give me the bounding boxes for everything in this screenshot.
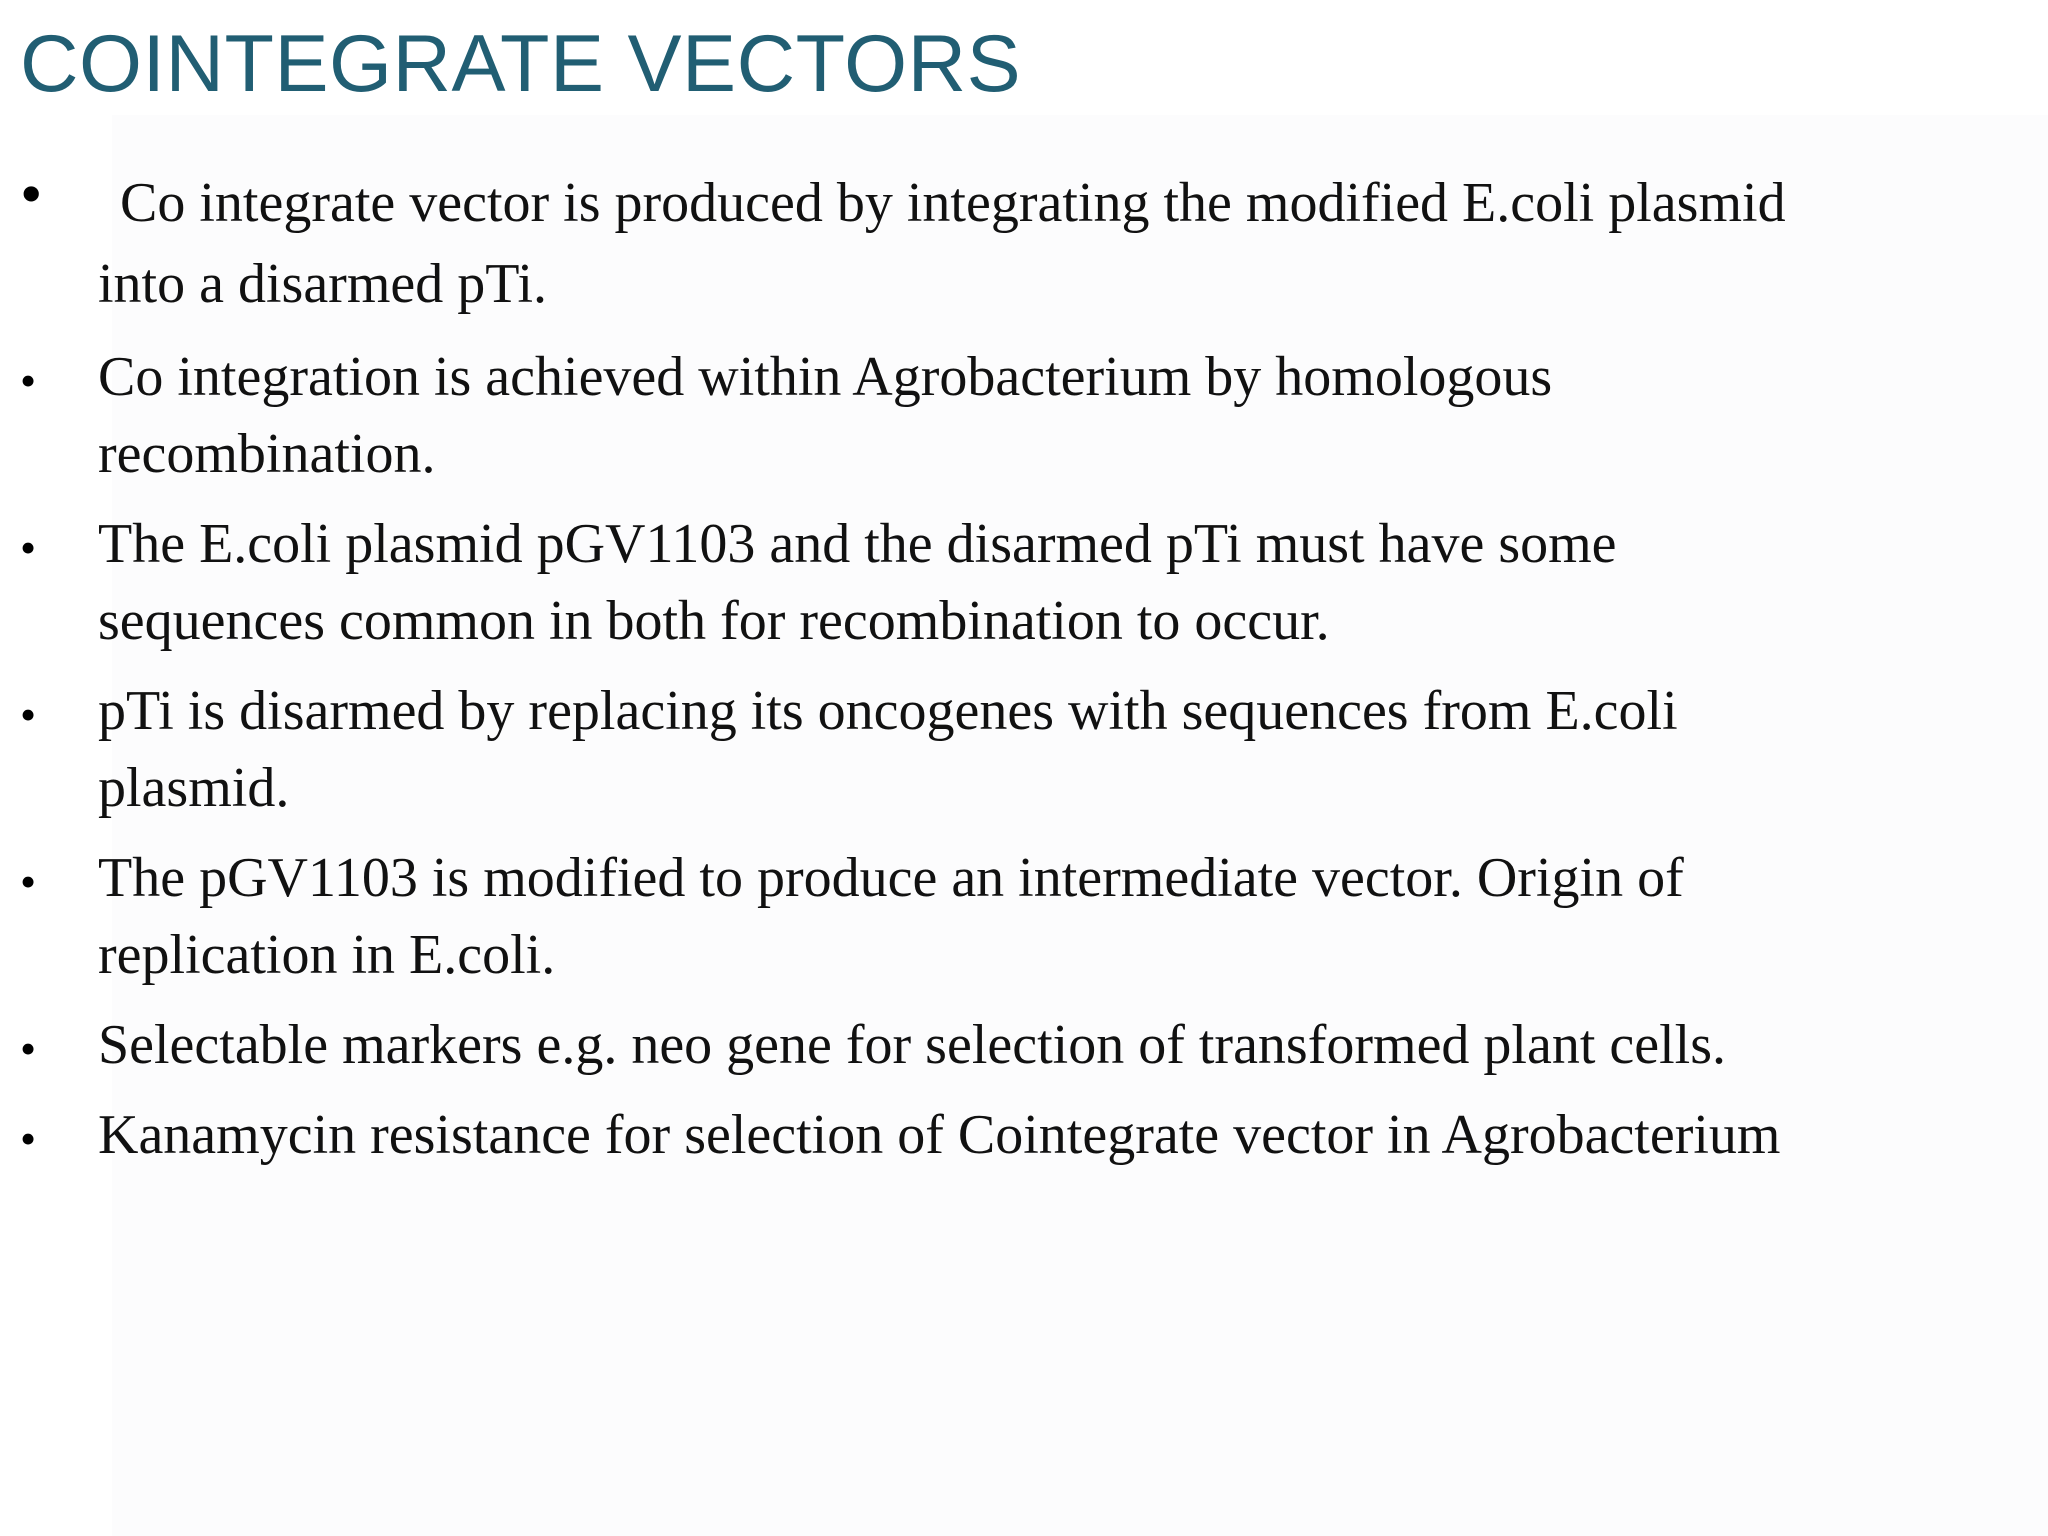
bullet-line: Co integrate vector is produced by integrating the modified E.coli plasmid (120, 172, 1786, 234)
bullet-dot: • (20, 1023, 37, 1074)
bullet-line: The pGV1103 is modified to produce an intermediate vector. Origin of (98, 847, 1684, 909)
bullet-text (98, 1007, 2038, 1084)
bullet-text (98, 673, 2038, 827)
bullet-line: recombination. (98, 423, 436, 485)
bullet-dot: • (20, 158, 43, 229)
bullet-line: into a disarmed pTi. (98, 253, 548, 315)
bullet-dot: • (20, 1113, 37, 1164)
bullet-text (98, 160, 2038, 323)
bullet-dot: • (20, 856, 37, 907)
bullet-text (98, 1097, 2038, 1174)
slide-title: COINTEGRATE VECTORS (20, 19, 1022, 109)
bullet-line: Selectable markers e.g. neo gene for selection of transformed plant cells. (98, 1014, 1727, 1076)
bullet-dot: • (20, 689, 37, 740)
bullet-dot: • (20, 522, 37, 573)
bullet-line: pTi is disarmed by replacing its oncogenes with sequences from E.coli (98, 680, 1678, 742)
bullet-line: Kanamycin resistance for selection of Cointegrate vector in Agrobacterium (98, 1104, 1781, 1166)
bullet-text (98, 840, 2038, 994)
bullet-text (98, 339, 2038, 493)
bullet-line: The E.coli plasmid pGV1103 and the disarmed pTi must have some (98, 513, 1617, 575)
bullet-line: plasmid. (98, 757, 290, 819)
bullet-text (98, 506, 2038, 660)
bullet-line: replication in E.coli. (98, 924, 556, 986)
bullet-line: Co integration is achieved within Agrobacterium by homologous (98, 346, 1553, 408)
bullet-dot: • (20, 355, 37, 406)
bullet-line: sequences common in both for recombination to occur. (98, 590, 1330, 652)
